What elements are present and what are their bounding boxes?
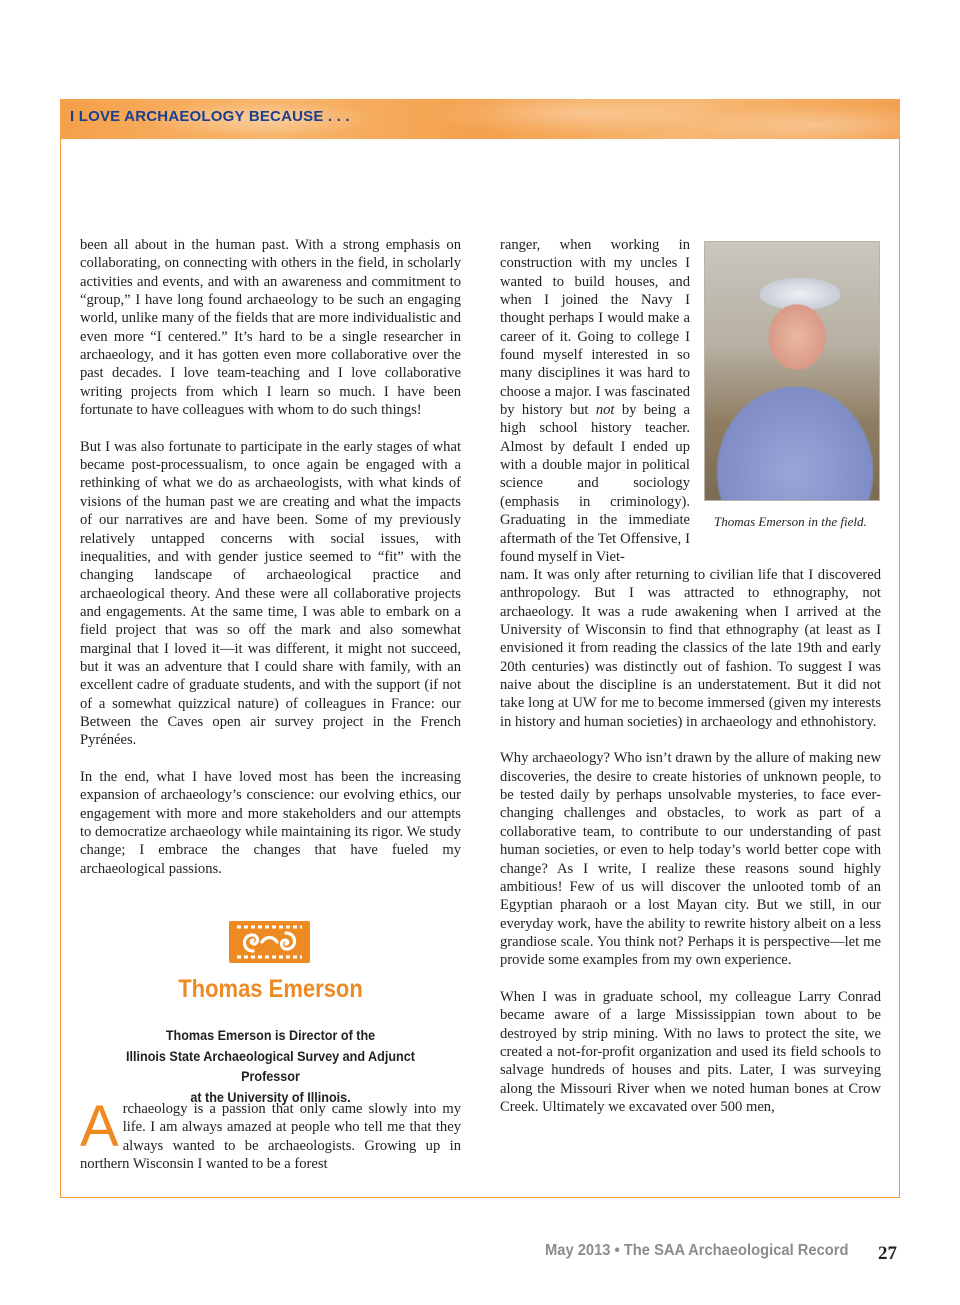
- author-name: Thomas Emerson: [178, 975, 363, 1003]
- author-photo: [704, 241, 880, 501]
- page-number: 27: [878, 1243, 897, 1264]
- wrap-text: ranger, when working in construction with my uncles I wanted to build houses, and when I joined the Navy I thought perhaps I would make a career of it. Going to college I found myself interested in so many disciplines it was hard to choose a major. I was fascinated by history but: [500, 237, 690, 419]
- drop-cap: A: [80, 1094, 119, 1159]
- left-column: [80, 236, 461, 896]
- paragraph: Why archaeology? Who isn’t drawn by the allure of making new discoveries, the desire to create histories of unknown people, to be tested daily by perhaps unsolvable mysteries, to face ever-changing challenges and obstacles, to work as part of a collaborative team, to contribute to our understanding of past human societies, or even to help today’s world better cope with change? As I write, I realize these reasons sound highly ambitious! Few of us will discover the unlooted tomb of an Egyptian pharaoh or a lost Mayan city. But we still, in our everyday work, have the ability to rewrite history albeit on a less grandiose scale. You think not? Perhaps it is perspective—let me provide some examples from my own experience.: [500, 750, 881, 969]
- author-bio: [99, 1025, 442, 1107]
- intro-text: rchaeology is a passion that only came slowly into my life. I am always amazed at people who tell me that they always wanted to be archaeologists. Growing up in northern Wisconsin I wanted to be a forest: [80, 1101, 461, 1173]
- paragraph: But I was also fortunate to participate in the early stages of what became post-processualism, to once again be engaged with a rethinking of what we do as archaeologists, with what kinds of visions of the human past we are creating and what the impacts of our narratives are and have been. Some of my previously relatively untapped concerns with social issues, with inequalities, and with gender justice seemed to “fit” with the changing landscape of archaeological practice and archaeological theory. And these were all collaborative projects and engagements. At the same time, I was able to embark on a field project that was so off the mark and also somewhat marginal that I loved it—it was different, it might not succeed, but it was an adventure that I could share with family, with an excellent cadre of graduate students, and with the support (if not of a somewhat quizzical nature) of colleagues in France: our Between the Caves open air survey project in the French Pyrénées.: [80, 438, 461, 749]
- paragraph: In the end, what I have loved most has been the increasing expansion of archaeology’s conscience: our evolving ethics, our engagement with more and more stakeholders and our attempts to democratize archaeology while maintaining its rigor. We study change; I embrace the changes that have fueled my archaeological passions.: [80, 768, 461, 877]
- photo-caption: Thomas Emerson in the field.: [714, 514, 867, 529]
- right-column-wrap: [500, 236, 690, 566]
- paragraph: nam. It was only after returning to civilian life that I discovered anthropology. But I was attracted to ethnography, not archaeology. It was a rude awakening when I arrived at the University of Wisconsin to find that ethnography (at least as I envisioned it from reading the classics of the late 19th and early 20th centuries) was distinctly out of fashion. To suggest I was naive about the discipline is an understatement. But it did not take long at UW for me to become immersed (given my interests in history and human societies) in archaeology and ethnohistory.: [500, 567, 881, 730]
- section-title: I LOVE ARCHAEOLOGY BECAUSE . . .: [70, 108, 350, 125]
- section-banner: [60, 99, 900, 139]
- paragraph: been all about in the human past. With a strong emphasis on collaborating, on connecting with others in the field, in scholarly activities and events, and with an awareness and commitment to “group,” I have long found archaeology to be such an engaging world, unlike many of the fields that are more individualistic and even more “I centered.” It’s hard to be a single researcher in archaeology, and it has gotten even more collaborative over the past decades. I love team-teaching and I love collaborative writing projects from which I learn so much. I have been fortunate to have colleagues with whom to do such things!: [80, 237, 461, 419]
- wrap-text-continued: by being a high school history teacher. Almost by default I ended up with a double major in political science and sociology (emphasis in criminology). Graduating in the immediate aftermath of the Tet Offensive, I found myself in Viet-: [500, 402, 690, 565]
- emphasis-text: not: [595, 402, 615, 419]
- right-column: [500, 566, 881, 1135]
- bio-line: Thomas Emerson is Director of the: [165, 1027, 376, 1043]
- bio-line: at the University of Illinois.: [190, 1088, 351, 1105]
- bio-line: Illinois State Archaeological Survey and Adjunct Professor: [126, 1047, 415, 1084]
- footer-issue: May 2013 • The SAA Archaeological Record: [545, 1242, 849, 1259]
- paragraph: When I was in graduate school, my colleague Larry Conrad became aware of a large Mississippian town about to be destroyed by strip mining. With no laws to protect the site, we created a not-for-profit organization and used its field schools to salvage hundreds of houses and pits. Later, I was surveying along the Missouri River when we noted human bones at Crow Creek. Ultimately we excavated over 500 men,: [500, 988, 881, 1115]
- spiral-logo-icon: [229, 921, 310, 963]
